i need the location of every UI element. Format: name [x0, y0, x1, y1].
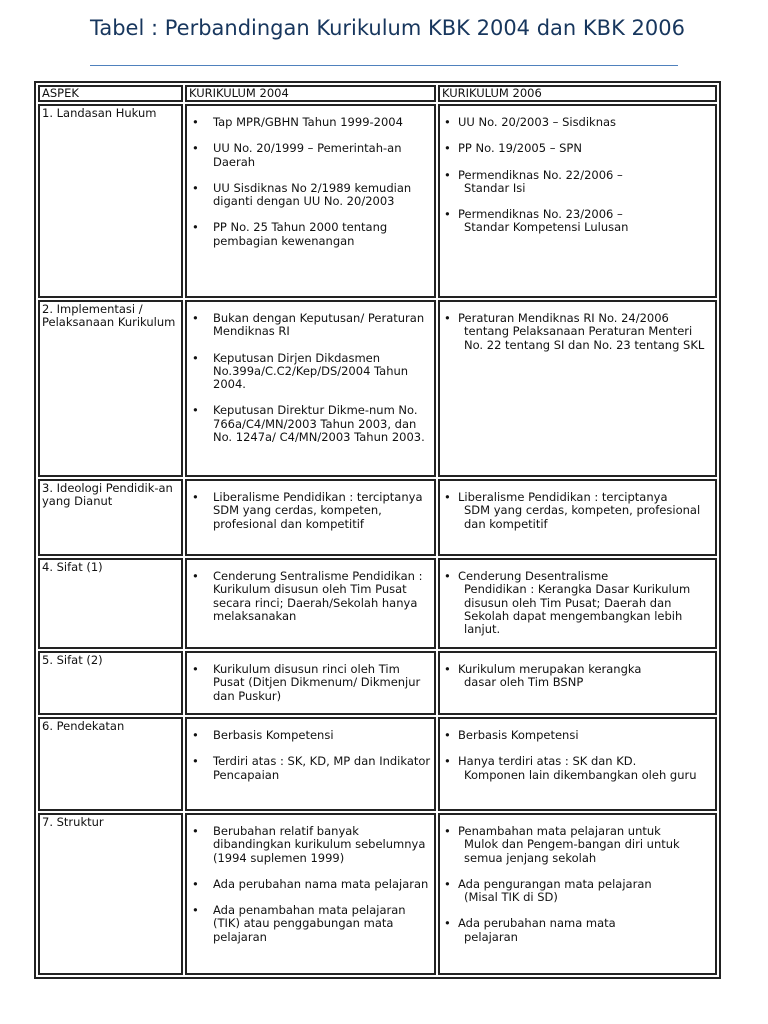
item-first-line: Cenderung Desentralisme — [458, 569, 609, 583]
list-item: • Liberalisme Pendidikan : terciptanya SDM yang cerdas, kompeten, profesional dan kompetitif — [213, 491, 432, 531]
list-item: • Keputusan Direktur Dikme-num No. 766a/C4/MN/2003 Tahun 2003, dan No. 1247a/ C4/MN/2003 Tahun 2003. — [213, 404, 432, 444]
table-header-row — [38, 85, 717, 102]
aspek-cell: 5. Sifat (2) — [38, 651, 183, 715]
item-first-line: Berbasis Kompetensi — [458, 728, 579, 742]
list-item — [458, 115, 713, 129]
list-item: • Ada penambahan mata pelajaran (TIK) atau penggabungan mata pelajaran — [213, 904, 432, 944]
header-kurikulum-2004: KURIKULUM 2004 — [185, 85, 436, 102]
aspek-cell: 6. Pendekatan — [38, 717, 183, 811]
item-continuation: Standar Kompetensi Lulusan — [464, 220, 629, 235]
list-item: • Kurikulum disusun rinci oleh Tim Pusat (Ditjen Dikmenum/ Dikmenjur dan Puskur) — [213, 663, 432, 703]
item-first-line: PP No. 19/2005 – SPN — [458, 141, 582, 156]
k2004-cell — [185, 717, 436, 811]
list-item — [458, 207, 713, 235]
item-continuation: Pendidikan : Kerangka Dasar Kurikulum disusun oleh Tim Pusat; Daerah dan Sekolah dapat mengembangkan lebih lanjut. — [464, 582, 691, 637]
table-row — [38, 479, 717, 556]
list-item — [458, 876, 713, 905]
item-first-line: Kurikulum merupakan kerangka — [458, 662, 642, 676]
list-item — [458, 916, 713, 944]
list-item: • Cenderung Sentralisme Pendidikan : Kurikulum disusun oleh Tim Pusat secara rinci; Daerah/Sekolah hanya melaksanakan — [213, 570, 432, 623]
table-row — [38, 300, 717, 477]
item-first-line: Peraturan Mendiknas RI No. 24/2006 — [458, 311, 669, 325]
comparison-table — [34, 81, 721, 979]
list-item: • UU Sisdiknas No 2/1989 kemudian diganti dengan UU No. 20/2003 — [213, 182, 432, 209]
item-first-line: Ada perubahan nama mata — [458, 916, 616, 931]
title-divider — [90, 65, 678, 66]
list-item — [458, 728, 713, 742]
item-first-line: Penambahan mata pelajaran untuk — [458, 824, 661, 838]
list-item: • PP No. 25 Tahun 2000 tentang pembagian kewenangan — [213, 221, 432, 248]
list-item: • Berubahan relatif banyak dibandingkan kurikulum sebelumnya (1994 suplemen 1999) — [213, 825, 432, 865]
list-item — [458, 754, 713, 782]
item-continuation: Standar Isi — [464, 180, 526, 195]
list-item: • UU No. 20/1999 – Pemerintah-an Daerah — [213, 142, 432, 169]
list-item — [458, 311, 713, 352]
page-title: Tabel : Perbandingan Kurikulum KBK 2004 dan KBK 2006 — [90, 16, 685, 40]
list-item — [458, 167, 713, 196]
header-kurikulum-2006: KURIKULUM 2006 — [438, 85, 717, 102]
aspek-cell: 3. Ideologi Pendidik-an yang Dianut — [38, 479, 183, 556]
list-item — [458, 141, 713, 156]
item-continuation: SDM yang cerdas, kompeten, profesional dan kompetitif — [464, 503, 701, 531]
list-item: • Keputusan Dirjen Dikdasmen No.399a/C.C2/Kep/DS/2004 Tahun 2004. — [213, 352, 432, 392]
list-item — [458, 569, 713, 637]
k2004-cell — [185, 558, 436, 649]
table-row — [38, 104, 717, 298]
k2004-cell — [185, 651, 436, 715]
k2006-cell — [438, 104, 717, 298]
list-item — [458, 662, 713, 690]
table-row — [38, 813, 717, 975]
k2006-cell — [438, 300, 717, 477]
item-first-line: Ada pengurangan mata pelajaran — [458, 876, 652, 891]
table-row — [38, 558, 717, 649]
item-first-line: Liberalisme Pendidikan : terciptanya — [458, 490, 668, 504]
item-continuation: tentang Pelaksanaan Peraturan Menteri No. 22 tentang SI dan No. 23 tentang SKL — [464, 324, 705, 352]
aspek-cell: 2. Implementasi / Pelaksanaan Kurikulum — [38, 300, 183, 477]
list-item: • Terdiri atas : SK, KD, MP dan Indikator Pencapaian — [213, 755, 432, 782]
k2004-cell — [185, 479, 436, 556]
k2006-cell — [438, 479, 717, 556]
k2006-cell — [438, 651, 717, 715]
list-item — [458, 490, 713, 531]
list-item: • Berbasis Kompetensi — [213, 729, 432, 742]
item-continuation: pelajaran — [464, 929, 518, 944]
item-first-line: Hanya terdiri atas : SK dan KD. — [458, 754, 637, 769]
item-continuation: Komponen lain dikembangkan oleh guru — [464, 767, 697, 782]
list-item — [458, 824, 713, 865]
table-row — [38, 651, 717, 715]
header-aspek: ASPEK — [38, 85, 183, 102]
k2006-cell — [438, 813, 717, 975]
k2006-cell — [438, 558, 717, 649]
aspek-cell: 4. Sifat (1) — [38, 558, 183, 649]
item-continuation: (Misal TIK di SD) — [464, 890, 558, 905]
k2004-cell — [185, 300, 436, 477]
list-item: • Bukan dengan Keputusan/ Peraturan Mendiknas RI — [213, 312, 432, 339]
item-first-line: Permendiknas No. 23/2006 – — [458, 207, 623, 222]
aspek-cell: 1. Landasan Hukum — [38, 104, 183, 298]
k2006-cell — [438, 717, 717, 811]
item-continuation: dasar oleh Tim BSNP — [464, 675, 584, 690]
aspek-cell: 7. Struktur — [38, 813, 183, 975]
k2004-cell — [185, 104, 436, 298]
item-first-line: Permendiknas No. 22/2006 – — [458, 167, 623, 182]
list-item: • Ada perubahan nama mata pelajaran — [213, 878, 432, 891]
item-first-line: UU No. 20/2003 – Sisdiknas — [458, 115, 617, 129]
k2004-cell — [185, 813, 436, 975]
item-continuation: Mulok dan Pengem-bangan diri untuk semua jenjang sekolah — [464, 837, 680, 865]
table-row — [38, 717, 717, 811]
list-item: • Tap MPR/GBHN Tahun 1999-2004 — [213, 116, 432, 129]
